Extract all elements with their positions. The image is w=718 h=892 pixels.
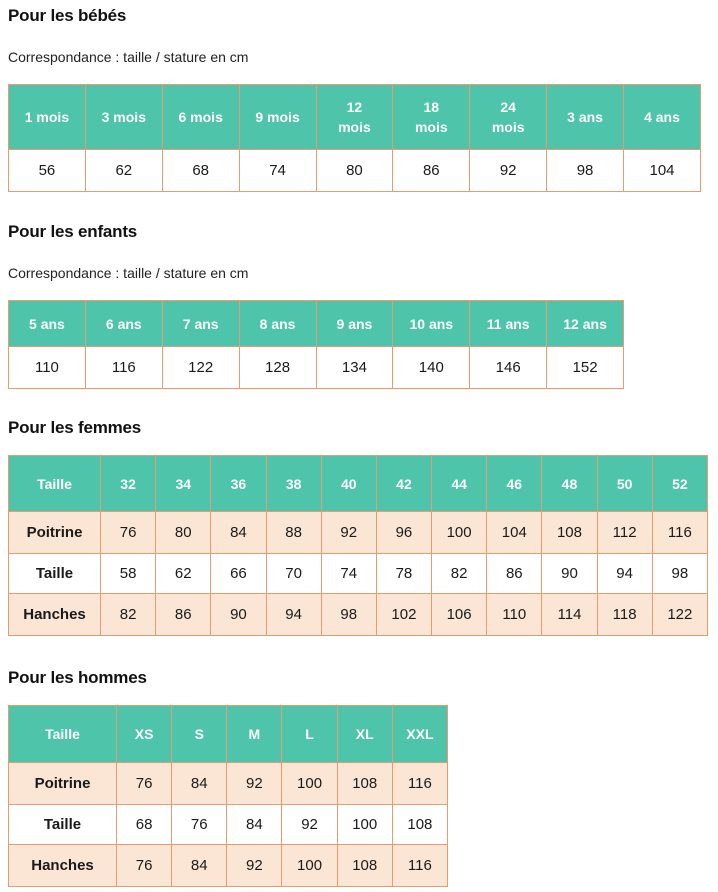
section-title-children: Pour les enfants (8, 222, 138, 241)
value-cell: 122 (162, 347, 239, 389)
value-cell: 86 (156, 594, 211, 636)
header-cell: 5 ans (9, 301, 86, 347)
header-cell: 10 ans (393, 301, 470, 347)
value-cell: 98 (652, 554, 707, 594)
value-cell: 62 (156, 554, 211, 594)
size-header-cell: 38 (266, 456, 321, 512)
header-cell: 3 mois (85, 85, 162, 150)
children-header-row (9, 301, 624, 347)
size-header-cell: 44 (432, 456, 487, 512)
value-cell: 76 (101, 512, 156, 554)
value-cell: 108 (337, 763, 392, 805)
value-cell: 118 (597, 594, 652, 636)
value-cell: 76 (117, 763, 172, 805)
row-label-cell: Poitrine (9, 763, 117, 805)
value-cell: 88 (266, 512, 321, 554)
header-label-cell: Taille (9, 706, 117, 763)
size-header-cell: L (282, 706, 337, 763)
value-cell: 92 (282, 805, 337, 845)
header-label-cell: Taille (9, 456, 101, 512)
section-subtitle-children: Correspondance : taille / stature en cm (8, 265, 249, 281)
size-header-cell: 48 (542, 456, 597, 512)
value-cell: 84 (227, 805, 282, 845)
size-header-cell: 52 (652, 456, 707, 512)
value-cell: 90 (211, 594, 266, 636)
men-header-row (9, 706, 448, 763)
value-cell: 82 (101, 594, 156, 636)
men-row-taille (9, 805, 448, 845)
size-header-cell: 46 (487, 456, 542, 512)
size-header-cell: M (227, 706, 282, 763)
value-cell: 76 (117, 845, 172, 887)
value-cell: 68 (117, 805, 172, 845)
value-cell: 86 (393, 150, 470, 192)
header-cell: 6 ans (85, 301, 162, 347)
men-row-poitrine (9, 763, 448, 805)
row-label-cell: Hanches (9, 594, 101, 636)
value-cell: 116 (85, 347, 162, 389)
value-cell: 92 (227, 845, 282, 887)
value-cell: 146 (470, 347, 547, 389)
women-size-table (8, 455, 708, 636)
row-label-cell: Taille (9, 554, 101, 594)
header-cell: 9 ans (316, 301, 393, 347)
value-cell: 98 (547, 150, 624, 192)
value-cell: 100 (432, 512, 487, 554)
babies-header-row (9, 85, 701, 150)
women-header-row (9, 456, 708, 512)
babies-value-row (9, 150, 701, 192)
value-cell: 128 (239, 347, 316, 389)
value-cell: 78 (376, 554, 431, 594)
size-header-cell: 40 (321, 456, 376, 512)
header-cell: 4 ans (624, 85, 701, 150)
value-cell: 92 (321, 512, 376, 554)
size-header-cell: 34 (156, 456, 211, 512)
women-row-hanches (9, 594, 708, 636)
section-title-babies: Pour les bébés (8, 6, 127, 25)
value-cell: 76 (172, 805, 227, 845)
women-row-poitrine (9, 512, 708, 554)
value-cell: 140 (393, 347, 470, 389)
value-cell: 108 (392, 805, 447, 845)
header-cell: 11 ans (470, 301, 547, 347)
value-cell: 80 (316, 150, 393, 192)
header-cell: 12 mois (316, 85, 393, 150)
value-cell: 74 (239, 150, 316, 192)
children-size-table (8, 300, 624, 389)
row-label-cell: Taille (9, 805, 117, 845)
size-header-cell: S (172, 706, 227, 763)
value-cell: 94 (597, 554, 652, 594)
header-cell: 1 mois (9, 85, 86, 150)
header-cell: 12 ans (547, 301, 624, 347)
value-cell: 84 (211, 512, 266, 554)
row-label-cell: Poitrine (9, 512, 101, 554)
value-cell: 110 (9, 347, 86, 389)
value-cell: 100 (282, 763, 337, 805)
value-cell: 110 (487, 594, 542, 636)
section-title-women: Pour les femmes (8, 418, 142, 437)
size-header-cell: XXL (392, 706, 447, 763)
children-value-row (9, 347, 624, 389)
value-cell: 84 (172, 845, 227, 887)
value-cell: 112 (597, 512, 652, 554)
value-cell: 116 (652, 512, 707, 554)
value-cell: 86 (487, 554, 542, 594)
value-cell: 90 (542, 554, 597, 594)
value-cell: 62 (85, 150, 162, 192)
size-header-cell: 32 (101, 456, 156, 512)
value-cell: 98 (321, 594, 376, 636)
value-cell: 108 (337, 845, 392, 887)
size-header-cell: XL (337, 706, 392, 763)
size-header-cell: 36 (211, 456, 266, 512)
header-cell: 3 ans (547, 85, 624, 150)
header-cell: 24 mois (470, 85, 547, 150)
value-cell: 114 (542, 594, 597, 636)
value-cell: 108 (542, 512, 597, 554)
value-cell: 100 (282, 845, 337, 887)
value-cell: 102 (376, 594, 431, 636)
value-cell: 68 (162, 150, 239, 192)
value-cell: 116 (392, 845, 447, 887)
value-cell: 58 (101, 554, 156, 594)
babies-size-table (8, 84, 701, 192)
value-cell: 74 (321, 554, 376, 594)
value-cell: 94 (266, 594, 321, 636)
value-cell: 66 (211, 554, 266, 594)
value-cell: 56 (9, 150, 86, 192)
section-subtitle-babies: Correspondance : taille / stature en cm (8, 49, 249, 65)
value-cell: 96 (376, 512, 431, 554)
value-cell: 122 (652, 594, 707, 636)
section-title-men: Pour les hommes (8, 668, 147, 687)
value-cell: 92 (470, 150, 547, 192)
value-cell: 80 (156, 512, 211, 554)
value-cell: 106 (432, 594, 487, 636)
value-cell: 134 (316, 347, 393, 389)
men-row-hanches (9, 845, 448, 887)
header-cell: 7 ans (162, 301, 239, 347)
size-header-cell: 42 (376, 456, 431, 512)
header-cell: 9 mois (239, 85, 316, 150)
value-cell: 70 (266, 554, 321, 594)
value-cell: 92 (227, 763, 282, 805)
value-cell: 84 (172, 763, 227, 805)
value-cell: 104 (487, 512, 542, 554)
header-cell: 6 mois (162, 85, 239, 150)
men-size-table (8, 705, 448, 887)
size-header-cell: 50 (597, 456, 652, 512)
value-cell: 82 (432, 554, 487, 594)
value-cell: 104 (624, 150, 701, 192)
header-cell: 8 ans (239, 301, 316, 347)
value-cell: 100 (337, 805, 392, 845)
value-cell: 116 (392, 763, 447, 805)
header-cell: 18 mois (393, 85, 470, 150)
size-header-cell: XS (117, 706, 172, 763)
women-row-taille (9, 554, 708, 594)
value-cell: 152 (547, 347, 624, 389)
row-label-cell: Hanches (9, 845, 117, 887)
